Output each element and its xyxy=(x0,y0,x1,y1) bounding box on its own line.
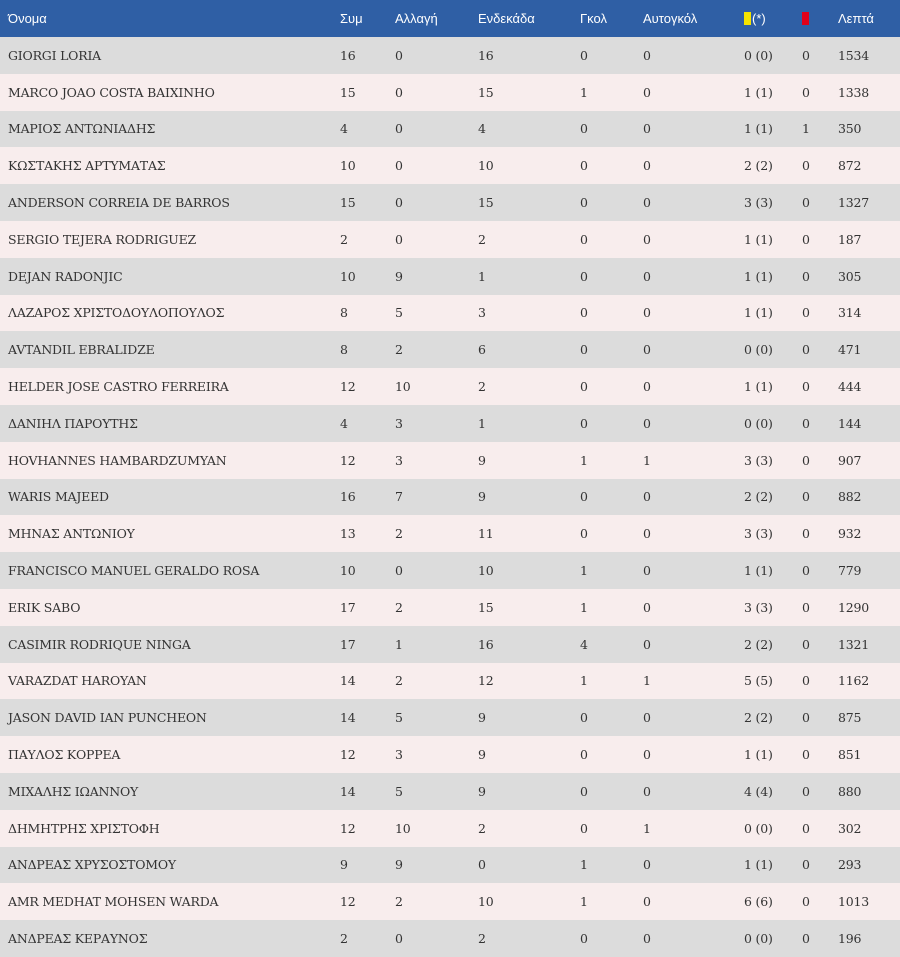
minutes-cell: 1534 xyxy=(838,47,870,63)
red-cards-cell: 0 xyxy=(802,636,810,652)
minutes-cell: 471 xyxy=(838,342,862,358)
player-name-cell: ERIK SABO xyxy=(8,599,81,615)
red-cards-cell: 0 xyxy=(802,489,810,505)
lineups-cell: 9 xyxy=(478,710,486,726)
table-row[interactable] xyxy=(0,258,900,295)
red-cards-cell: 0 xyxy=(802,599,810,615)
own-goals-cell: 0 xyxy=(643,894,651,910)
table-row[interactable] xyxy=(0,589,900,626)
minutes-cell: 1338 xyxy=(838,84,870,100)
yellow-cards-cell: 1 (1) xyxy=(744,121,773,137)
goals-cell: 0 xyxy=(580,783,588,799)
table-row[interactable] xyxy=(0,699,900,736)
own-goals-cell: 0 xyxy=(643,305,651,321)
yellow-cards-cell: 2 (2) xyxy=(744,710,773,726)
minutes-cell: 880 xyxy=(838,783,862,799)
minutes-cell: 779 xyxy=(838,563,862,579)
appearances-cell: 10 xyxy=(340,563,356,579)
col-own-goals-header[interactable]: Αυτογκόλ xyxy=(643,11,698,26)
player-name-cell: FRANCISCO MANUEL GERALDO ROSA xyxy=(8,563,260,579)
yellow-cards-cell: 1 (1) xyxy=(744,379,773,395)
red-cards-cell: 0 xyxy=(802,342,810,358)
table-row[interactable] xyxy=(0,883,900,920)
minutes-cell: 305 xyxy=(838,268,862,284)
appearances-cell: 15 xyxy=(340,195,356,211)
table-header xyxy=(0,0,900,37)
col-lineups-header[interactable]: Ενδεκάδα xyxy=(478,11,535,26)
goals-cell: 0 xyxy=(580,931,588,947)
minutes-cell: 882 xyxy=(838,489,862,505)
player-name-cell: SERGIO TEJERA RODRIGUEZ xyxy=(8,231,197,247)
red-cards-cell: 0 xyxy=(802,268,810,284)
appearances-cell: 2 xyxy=(340,931,348,947)
goals-cell: 1 xyxy=(580,599,588,615)
table-row[interactable] xyxy=(0,74,900,111)
substitutions-cell: 0 xyxy=(395,84,403,100)
player-name-cell: ANDERSON CORREIA DE BARROS xyxy=(8,195,230,211)
col-yellow-header[interactable] xyxy=(744,0,802,37)
own-goals-cell: 0 xyxy=(643,231,651,247)
lineups-cell: 15 xyxy=(478,599,494,615)
goals-cell: 0 xyxy=(580,231,588,247)
appearances-cell: 14 xyxy=(340,673,356,689)
own-goals-cell: 0 xyxy=(643,84,651,100)
substitutions-cell: 7 xyxy=(395,489,403,505)
table-row[interactable] xyxy=(0,295,900,332)
minutes-cell: 302 xyxy=(838,820,862,836)
own-goals-cell: 0 xyxy=(643,268,651,284)
yellow-cards-cell: 1 (1) xyxy=(744,84,773,100)
table-row[interactable] xyxy=(0,479,900,516)
goals-cell: 0 xyxy=(580,415,588,431)
substitutions-cell: 0 xyxy=(395,195,403,211)
table-row[interactable] xyxy=(0,111,900,148)
minutes-cell: 1162 xyxy=(838,673,870,689)
own-goals-cell: 0 xyxy=(643,415,651,431)
red-cards-cell: 0 xyxy=(802,415,810,431)
table-row[interactable] xyxy=(0,442,900,479)
red-cards-cell: 0 xyxy=(802,231,810,247)
goals-cell: 0 xyxy=(580,747,588,763)
appearances-cell: 10 xyxy=(340,158,356,174)
table-row[interactable] xyxy=(0,773,900,810)
appearances-cell: 12 xyxy=(340,452,356,468)
yellow-cards-cell: 0 (0) xyxy=(744,342,773,358)
appearances-cell: 12 xyxy=(340,379,356,395)
red-cards-cell: 0 xyxy=(802,195,810,211)
appearances-cell: 9 xyxy=(340,857,348,873)
table-row[interactable] xyxy=(0,147,900,184)
yellow-cards-cell: 0 (0) xyxy=(744,931,773,947)
goals-cell: 0 xyxy=(580,342,588,358)
player-name-cell: ΛΑΖΑΡΟΣ ΧΡΙΣΤΟΔΟΥΛΟΠΟΥΛΟΣ xyxy=(8,305,225,321)
goals-cell: 0 xyxy=(580,379,588,395)
minutes-cell: 314 xyxy=(838,305,862,321)
own-goals-cell: 0 xyxy=(643,47,651,63)
own-goals-cell: 0 xyxy=(643,636,651,652)
minutes-cell: 444 xyxy=(838,379,862,395)
table-row[interactable] xyxy=(0,184,900,221)
lineups-cell: 10 xyxy=(478,894,494,910)
own-goals-cell: 0 xyxy=(643,710,651,726)
minutes-cell: 196 xyxy=(838,931,862,947)
player-name-cell: ΔΗΜΗΤΡΗΣ ΧΡΙΣΤΟΦΗ xyxy=(8,820,160,836)
goals-cell: 0 xyxy=(580,158,588,174)
substitutions-cell: 9 xyxy=(395,268,403,284)
player-name-cell: ΑΝΔΡΕΑΣ ΚΕΡΑΥΝΟΣ xyxy=(8,931,148,947)
player-name-cell: HOVHANNES HAMBARDZUMYAN xyxy=(8,452,227,468)
lineups-cell: 2 xyxy=(478,379,486,395)
minutes-cell: 293 xyxy=(838,857,862,873)
own-goals-cell: 0 xyxy=(643,931,651,947)
yellow-cards-cell: 3 (3) xyxy=(744,526,773,542)
goals-cell: 0 xyxy=(580,820,588,836)
table-row[interactable] xyxy=(0,552,900,589)
substitutions-cell: 2 xyxy=(395,342,403,358)
substitutions-cell: 2 xyxy=(395,526,403,542)
col-red-header[interactable] xyxy=(802,0,838,37)
col-minutes-header[interactable]: Λεπτά xyxy=(838,11,874,26)
goals-cell: 0 xyxy=(580,305,588,321)
goals-cell: 1 xyxy=(580,673,588,689)
substitutions-cell: 1 xyxy=(395,636,403,652)
substitutions-cell: 3 xyxy=(395,415,403,431)
substitutions-cell: 2 xyxy=(395,673,403,689)
red-cards-cell: 0 xyxy=(802,820,810,836)
goals-cell: 1 xyxy=(580,84,588,100)
own-goals-cell: 0 xyxy=(643,563,651,579)
minutes-cell: 1321 xyxy=(838,636,870,652)
lineups-cell: 15 xyxy=(478,195,494,211)
red-cards-cell: 0 xyxy=(802,452,810,468)
appearances-cell: 14 xyxy=(340,783,356,799)
lineups-cell: 11 xyxy=(478,526,494,542)
col-subs-header[interactable]: Αλλαγή xyxy=(395,11,438,26)
appearances-cell: 13 xyxy=(340,526,356,542)
player-name-cell: ΜΗΝΑΣ ΑΝΤΩΝΙΟΥ xyxy=(8,526,135,542)
player-name-cell: MARCO JOAO COSTA BAIXINHO xyxy=(8,84,215,100)
table-row[interactable] xyxy=(0,663,900,700)
yellow-cards-cell: 3 (3) xyxy=(744,452,773,468)
substitutions-cell: 5 xyxy=(395,710,403,726)
player-name-cell: HELDER JOSE CASTRO FERREIRA xyxy=(8,379,229,395)
red-cards-cell: 0 xyxy=(802,747,810,763)
minutes-cell: 875 xyxy=(838,710,862,726)
player-name-cell: WARIS MAJEED xyxy=(8,489,109,505)
own-goals-cell: 0 xyxy=(643,379,651,395)
col-name-header[interactable]: Όνομα xyxy=(8,11,47,26)
goals-cell: 0 xyxy=(580,268,588,284)
table-row[interactable] xyxy=(0,920,900,957)
lineups-cell: 12 xyxy=(478,673,494,689)
table-row[interactable] xyxy=(0,626,900,663)
yellow-cards-cell: 1 (1) xyxy=(744,268,773,284)
lineups-cell: 10 xyxy=(478,158,494,174)
col-goals-header[interactable]: Γκολ xyxy=(580,11,607,26)
appearances-cell: 17 xyxy=(340,599,356,615)
own-goals-cell: 0 xyxy=(643,158,651,174)
appearances-cell: 10 xyxy=(340,268,356,284)
table-body xyxy=(0,37,900,957)
table-row[interactable] xyxy=(0,810,900,847)
yellow-cards-cell: 6 (6) xyxy=(744,894,773,910)
yellow-cards-cell: 2 (2) xyxy=(744,158,773,174)
own-goals-cell: 0 xyxy=(643,195,651,211)
red-cards-cell: 0 xyxy=(802,563,810,579)
red-cards-cell: 0 xyxy=(802,379,810,395)
own-goals-cell: 0 xyxy=(643,526,651,542)
player-name-cell: DEJAN RADONJIC xyxy=(8,268,123,284)
substitutions-cell: 0 xyxy=(395,231,403,247)
table-row[interactable] xyxy=(0,847,900,884)
goals-cell: 0 xyxy=(580,710,588,726)
table-row[interactable] xyxy=(0,221,900,258)
appearances-cell: 17 xyxy=(340,636,356,652)
yellow-cards-cell: 1 (1) xyxy=(744,305,773,321)
yellow-cards-cell: 0 (0) xyxy=(744,47,773,63)
minutes-cell: 932 xyxy=(838,526,862,542)
substitutions-cell: 0 xyxy=(395,563,403,579)
own-goals-cell: 1 xyxy=(643,820,651,836)
minutes-cell: 144 xyxy=(838,415,862,431)
own-goals-cell: 0 xyxy=(643,121,651,137)
red-cards-cell: 0 xyxy=(802,783,810,799)
yellow-cards-cell: 3 (3) xyxy=(744,195,773,211)
lineups-cell: 9 xyxy=(478,489,486,505)
lineups-cell: 16 xyxy=(478,636,494,652)
appearances-cell: 4 xyxy=(340,415,348,431)
red-cards-cell: 0 xyxy=(802,931,810,947)
player-name-cell: ΠΑΥΛΟΣ ΚΟΡΡΕΑ xyxy=(8,747,121,763)
substitutions-cell: 9 xyxy=(395,857,403,873)
appearances-cell: 8 xyxy=(340,342,348,358)
own-goals-cell: 1 xyxy=(643,673,651,689)
yellow-suffix: (*) xyxy=(752,11,766,26)
player-name-cell: GIORGI LORIA xyxy=(8,47,102,63)
appearances-cell: 12 xyxy=(340,747,356,763)
substitutions-cell: 0 xyxy=(395,931,403,947)
own-goals-cell: 0 xyxy=(643,489,651,505)
red-cards-cell: 0 xyxy=(802,857,810,873)
lineups-cell: 9 xyxy=(478,783,486,799)
lineups-cell: 9 xyxy=(478,747,486,763)
lineups-cell: 15 xyxy=(478,84,494,100)
lineups-cell: 1 xyxy=(478,415,486,431)
table-row[interactable] xyxy=(0,736,900,773)
player-name-cell: ΜΙΧΑΛΗΣ ΙΩΑΝΝΟΥ xyxy=(8,783,139,799)
minutes-cell: 1013 xyxy=(838,894,870,910)
yellow-card-icon xyxy=(744,12,751,25)
red-cards-cell: 0 xyxy=(802,84,810,100)
own-goals-cell: 1 xyxy=(643,452,651,468)
appearances-cell: 16 xyxy=(340,47,356,63)
table-row[interactable] xyxy=(0,405,900,442)
own-goals-cell: 0 xyxy=(643,747,651,763)
appearances-cell: 14 xyxy=(340,710,356,726)
goals-cell: 1 xyxy=(580,857,588,873)
table-row[interactable] xyxy=(0,368,900,405)
appearances-cell: 15 xyxy=(340,84,356,100)
lineups-cell: 1 xyxy=(478,268,486,284)
substitutions-cell: 10 xyxy=(395,379,411,395)
lineups-cell: 10 xyxy=(478,563,494,579)
player-name-cell: ΑΝΔΡΕΑΣ ΧΡΥΣΟΣΤΟΜΟΥ xyxy=(8,857,176,873)
goals-cell: 0 xyxy=(580,121,588,137)
appearances-cell: 8 xyxy=(340,305,348,321)
yellow-cards-cell: 1 (1) xyxy=(744,231,773,247)
goals-cell: 0 xyxy=(580,489,588,505)
substitutions-cell: 3 xyxy=(395,452,403,468)
minutes-cell: 872 xyxy=(838,158,862,174)
own-goals-cell: 0 xyxy=(643,857,651,873)
red-cards-cell: 0 xyxy=(802,305,810,321)
red-cards-cell: 0 xyxy=(802,158,810,174)
lineups-cell: 9 xyxy=(478,452,486,468)
player-name-cell: ΔΑΝΙΗΛ ΠΑΡΟΥΤΗΣ xyxy=(8,415,138,431)
player-name-cell: AMR MEDHAT MOHSEN WARDA xyxy=(8,894,219,910)
goals-cell: 1 xyxy=(580,563,588,579)
header-row xyxy=(0,0,900,37)
table-row[interactable] xyxy=(0,37,900,74)
player-name-cell: ΚΩΣΤΑΚΗΣ ΑΡΤΥΜΑΤΑΣ xyxy=(8,158,166,174)
red-cards-cell: 0 xyxy=(802,710,810,726)
substitutions-cell: 2 xyxy=(395,894,403,910)
goals-cell: 1 xyxy=(580,452,588,468)
lineups-cell: 3 xyxy=(478,305,486,321)
appearances-cell: 12 xyxy=(340,894,356,910)
lineups-cell: 16 xyxy=(478,47,494,63)
red-cards-cell: 0 xyxy=(802,894,810,910)
substitutions-cell: 0 xyxy=(395,158,403,174)
red-cards-cell: 0 xyxy=(802,673,810,689)
minutes-cell: 187 xyxy=(838,231,862,247)
player-name-cell: VARAZDAT HAROYAN xyxy=(8,673,147,689)
minutes-cell: 851 xyxy=(838,747,862,763)
lineups-cell: 6 xyxy=(478,342,486,358)
substitutions-cell: 5 xyxy=(395,783,403,799)
goals-cell: 0 xyxy=(580,526,588,542)
yellow-cards-cell: 2 (2) xyxy=(744,489,773,505)
table-row[interactable] xyxy=(0,331,900,368)
substitutions-cell: 10 xyxy=(395,820,411,836)
red-cards-cell: 0 xyxy=(802,526,810,542)
substitutions-cell: 0 xyxy=(395,121,403,137)
lineups-cell: 2 xyxy=(478,820,486,836)
minutes-cell: 1327 xyxy=(838,195,870,211)
minutes-cell: 350 xyxy=(838,121,862,137)
goals-cell: 0 xyxy=(580,47,588,63)
goals-cell: 1 xyxy=(580,894,588,910)
lineups-cell: 2 xyxy=(478,931,486,947)
yellow-cards-cell: 3 (3) xyxy=(744,599,773,615)
goals-cell: 4 xyxy=(580,636,588,652)
substitutions-cell: 2 xyxy=(395,599,403,615)
yellow-cards-cell: 2 (2) xyxy=(744,636,773,652)
player-name-cell: ΜΑΡΙΟΣ ΑΝΤΩΝΙΑΔΗΣ xyxy=(8,121,156,137)
yellow-cards-cell: 0 (0) xyxy=(744,820,773,836)
player-name-cell: CASIMIR RODRIQUE NINGA xyxy=(8,636,191,652)
lineups-cell: 4 xyxy=(478,121,486,137)
player-name-cell: JASON DAVID IAN PUNCHEON xyxy=(8,710,207,726)
yellow-cards-cell: 1 (1) xyxy=(744,857,773,873)
appearances-cell: 16 xyxy=(340,489,356,505)
own-goals-cell: 0 xyxy=(643,783,651,799)
own-goals-cell: 0 xyxy=(643,599,651,615)
appearances-cell: 2 xyxy=(340,231,348,247)
yellow-cards-cell: 5 (5) xyxy=(744,673,773,689)
yellow-cards-cell: 0 (0) xyxy=(744,415,773,431)
substitutions-cell: 3 xyxy=(395,747,403,763)
minutes-cell: 1290 xyxy=(838,599,870,615)
own-goals-cell: 0 xyxy=(643,342,651,358)
substitutions-cell: 0 xyxy=(395,47,403,63)
yellow-cards-cell: 4 (4) xyxy=(744,783,773,799)
yellow-cards-cell: 1 (1) xyxy=(744,563,773,579)
lineups-cell: 0 xyxy=(478,857,486,873)
red-card-icon xyxy=(802,12,809,25)
substitutions-cell: 5 xyxy=(395,305,403,321)
col-apps-header[interactable]: Συμ xyxy=(340,11,363,26)
yellow-cards-cell: 1 (1) xyxy=(744,747,773,763)
goals-cell: 0 xyxy=(580,195,588,211)
player-name-cell: AVTANDIL EBRALIDZE xyxy=(8,342,155,358)
lineups-cell: 2 xyxy=(478,231,486,247)
appearances-cell: 12 xyxy=(340,820,356,836)
table-row[interactable] xyxy=(0,515,900,552)
appearances-cell: 4 xyxy=(340,121,348,137)
red-cards-cell: 1 xyxy=(802,121,810,137)
red-cards-cell: 0 xyxy=(802,47,810,63)
minutes-cell: 907 xyxy=(838,452,862,468)
